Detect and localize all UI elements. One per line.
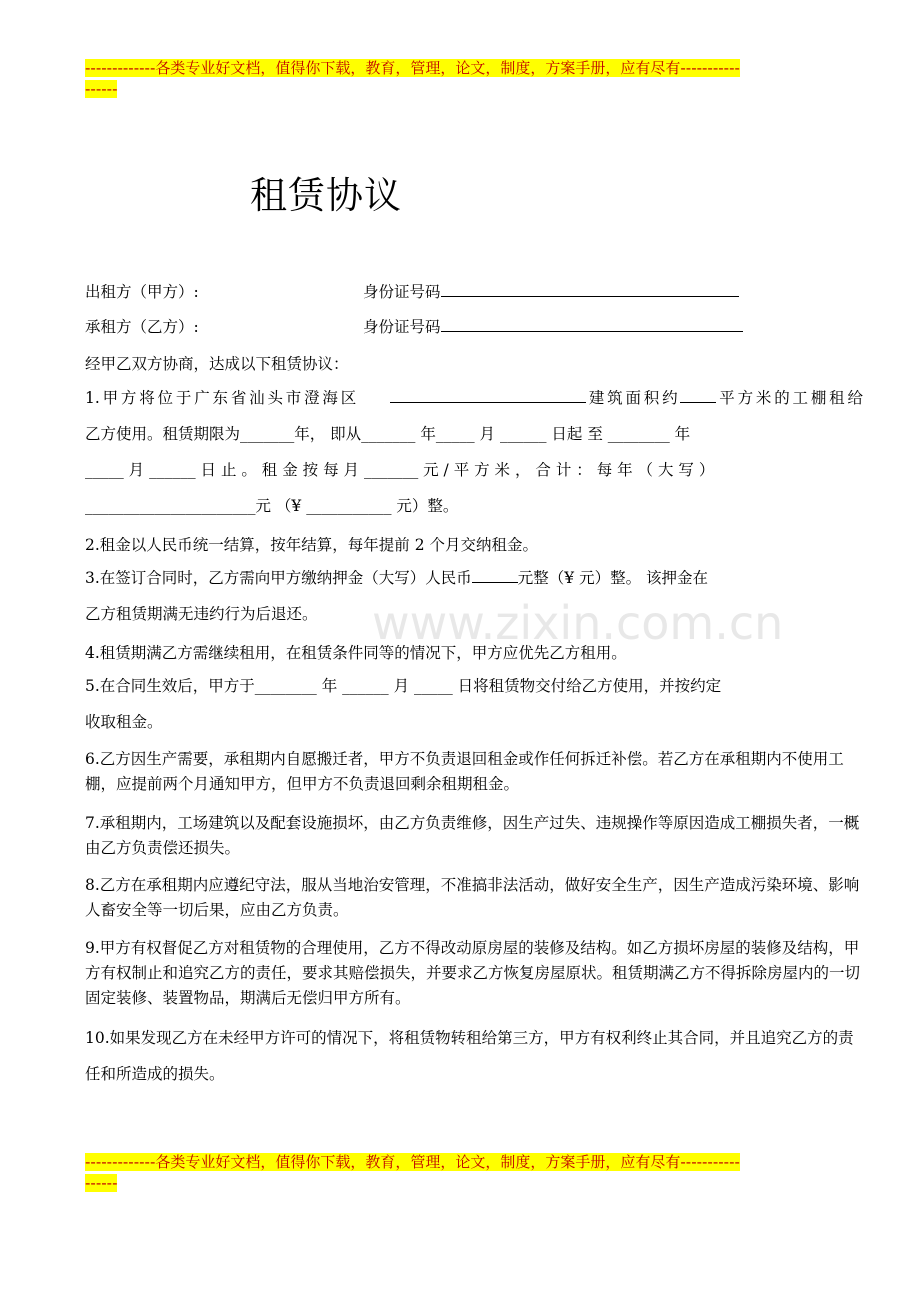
clause-7: 7.承租期内，工场建筑以及配套设施损坏，由乙方负责维修，因生产过失、违规操作等原因造成工棚损失者，一概由乙方负责偿还损失。 bbox=[85, 814, 860, 857]
lessor-label: 出租方（甲方）: bbox=[85, 283, 199, 301]
address-blank bbox=[390, 386, 586, 403]
area-blank bbox=[680, 386, 716, 403]
clause-8: 8.乙方在承租期内应遵纪守法，服从当地治安管理，不准搞非法活动，做好安全生产，因生产造成污染环境、影响人畜安全等一切后果，应由乙方负责。 bbox=[85, 876, 860, 919]
watermark: www.zixin.com.cn bbox=[372, 596, 784, 650]
clause-1-line: ______________________元 （¥ ___________ 元）整。 bbox=[85, 497, 459, 515]
footer-banner bbox=[85, 1152, 863, 1194]
id-label: 身份证号码 bbox=[363, 318, 441, 336]
clause-1-line: 1.甲方将位于广东省汕头市澄海区 建筑面积约 平方米的工棚租给 bbox=[85, 380, 863, 416]
id-blank bbox=[441, 315, 743, 332]
document-title: 租赁协议 bbox=[250, 174, 402, 217]
clause-9: 9.甲方有权督促乙方对租赁物的合理使用，乙方不得改动原房屋的装修及结构。如乙方损坏房屋的装修及结构，甲方有权制止和追究乙方的责任，要求其赔偿损失，并要求乙方恢复房屋原状。租赁期满乙方不得拆除房屋内的一切固定装修、装置物品，期满后无偿归甲方所有。 bbox=[85, 939, 861, 1007]
clause-1-line: _____ 月 ______ 日 止 。 租 金 按 每 月 _______ 元 / 平 方 米 ， 合 计 ： 每 年 （ 大 写 ） bbox=[85, 461, 715, 479]
clause-10: 10.如果发现乙方在未经甲方许可的情况下，将租赁物转租给第三方，甲方有权利终止其合同，并且追究乙方的责任和所造成的损失。 bbox=[85, 1029, 854, 1083]
id-blank bbox=[441, 280, 739, 297]
clause-5-line: 收取租金。 bbox=[85, 713, 163, 731]
clause-1-line: 乙方使用。租赁期限为_______年， 即从_______ 年_____ 月 ______ 日起 至 ________ 年 bbox=[85, 425, 691, 443]
clause-6: 6.乙方因生产需要，承租期内自愿搬迁者，甲方不负责退回租金或作任何拆迁补偿。若乙方在承租期内不使用工棚，应提前两个月通知甲方，但甲方不负责退回剩余租期租金。 bbox=[85, 750, 844, 793]
banner-line: -------------各类专业好文档，值得你下载，教育，管理，论文，制度，方案手册，应有尽有----------- bbox=[85, 59, 740, 77]
clause-5-line: 5.在合同生效后，甲方于________ 年 ______ 月 _____ 日将租赁物交付给乙方使用，并按约定 bbox=[85, 677, 722, 695]
deposit-blank bbox=[472, 566, 518, 583]
clause-4: 4.租赁期满乙方需继续租用，在租赁条件同等的情况下，甲方应优先乙方租用。 bbox=[85, 644, 627, 662]
intro-text: 经甲乙双方协商，达成以下租赁协议： bbox=[85, 355, 349, 373]
clause-3 bbox=[85, 560, 863, 632]
clause-3-line: 乙方租赁期满无违约行为后退还。 bbox=[85, 605, 318, 623]
banner-line: -------------各类专业好文档，值得你下载，教育，管理，论文，制度，方案手册，应有尽有----------- bbox=[85, 1153, 740, 1171]
id-label: 身份证号码 bbox=[363, 283, 441, 301]
clause-3-line: 3.在签订合同时，乙方需向甲方缴纳押金（大写）人民币 元整（¥ 元）整。 该押金在 bbox=[85, 560, 863, 596]
lessee-row bbox=[85, 315, 441, 337]
clause-2: 2.租金以人民币统一结算，按年结算，每年提前 2 个月交纳租金。 bbox=[85, 536, 539, 554]
clause-1 bbox=[85, 380, 863, 524]
banner-line: ------ bbox=[85, 80, 118, 98]
header-banner bbox=[85, 58, 863, 100]
clause-5 bbox=[85, 668, 863, 740]
banner-line: ------ bbox=[85, 1174, 118, 1192]
lessee-label: 承租方（乙方）: bbox=[85, 318, 199, 336]
lessor-row bbox=[85, 280, 441, 302]
